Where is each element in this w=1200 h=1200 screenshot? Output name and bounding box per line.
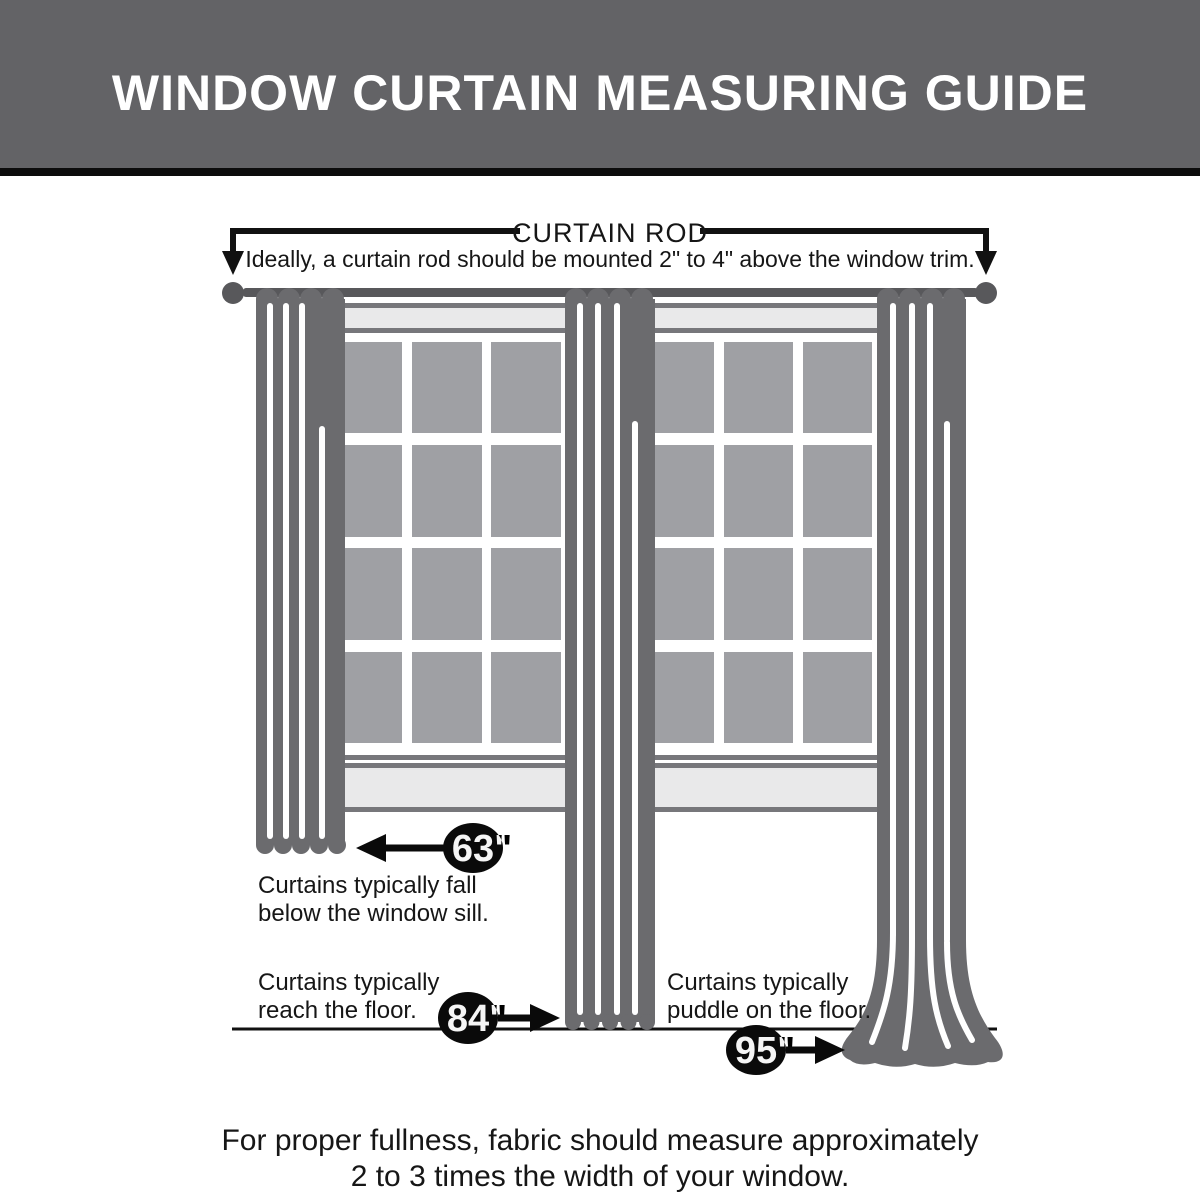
- arrow-down-right-icon: [975, 251, 997, 275]
- curtain-rod-label: CURTAIN ROD: [511, 218, 709, 248]
- window-pane: [803, 342, 872, 433]
- window-pane: [412, 342, 482, 433]
- window-sash-left: [333, 342, 561, 743]
- window-pane: [491, 445, 561, 537]
- window-pane: [724, 652, 793, 743]
- window-pane: [491, 652, 561, 743]
- window-pane: [645, 342, 714, 433]
- curtain-hem-scallop: [639, 1014, 655, 1030]
- window-pane: [491, 342, 561, 433]
- window-pane: [724, 548, 793, 640]
- curtain-sill-length: [256, 288, 346, 854]
- arrow-left-icon: [356, 834, 386, 862]
- window-pane: [724, 342, 793, 433]
- label-sill-line1: Curtains typically fall: [258, 872, 477, 899]
- page-title: WINDOW CURTAIN MEASURING GUIDE: [111, 65, 1089, 121]
- footer-note: [221, 1124, 978, 1193]
- badge-63-value: 63": [451, 828, 513, 870]
- curtain-hem-scallop: [274, 836, 292, 854]
- curtain-hem-scallop: [621, 1014, 637, 1030]
- arrow-right-icon: [815, 1036, 845, 1064]
- curtain-hem-scallop: [310, 836, 328, 854]
- measurement-95: [667, 969, 871, 1075]
- curtain-hem-scallop: [584, 1014, 600, 1030]
- curtain-floor-length: [565, 288, 655, 1030]
- badge-84-value: 84": [446, 998, 508, 1040]
- window-pane: [645, 652, 714, 743]
- window-pane: [412, 652, 482, 743]
- footer-line2: 2 to 3 times the width of your window.: [350, 1160, 850, 1193]
- arrow-down-left-icon: [222, 251, 244, 275]
- window-pane: [412, 548, 482, 640]
- rod-finial-left: [222, 282, 244, 304]
- badge-95-value: 95": [734, 1030, 796, 1072]
- window-pane: [491, 548, 561, 640]
- label-floor-line2: reach the floor.: [258, 997, 417, 1024]
- label-sill-line2: below the window sill.: [258, 900, 489, 927]
- rod-subtitle: Ideally, a curtain rod should be mounted 2" to 4" above the window trim.: [245, 246, 975, 272]
- window-pane: [803, 548, 872, 640]
- curtain-hem-scallop: [328, 836, 346, 854]
- rod-annotation: [222, 218, 997, 275]
- window-pane: [724, 445, 793, 537]
- window-pane: [803, 652, 872, 743]
- window-pane: [803, 445, 872, 537]
- window-pane: [412, 445, 482, 537]
- rod-finial-right: [975, 282, 997, 304]
- window-pane: [645, 445, 714, 537]
- measurement-84: [258, 969, 560, 1044]
- window-sash-right: [645, 342, 872, 743]
- label-puddle-line1: Curtains typically: [667, 969, 849, 996]
- curtain-hem-scallop: [565, 1014, 581, 1030]
- curtain-hem-scallop: [602, 1014, 618, 1030]
- window-pane: [645, 548, 714, 640]
- label-puddle-line2: puddle on the floor.: [667, 997, 872, 1024]
- footer-line1: For proper fullness, fabric should measure approximately: [221, 1124, 979, 1157]
- label-floor-line1: Curtains typically: [258, 969, 440, 996]
